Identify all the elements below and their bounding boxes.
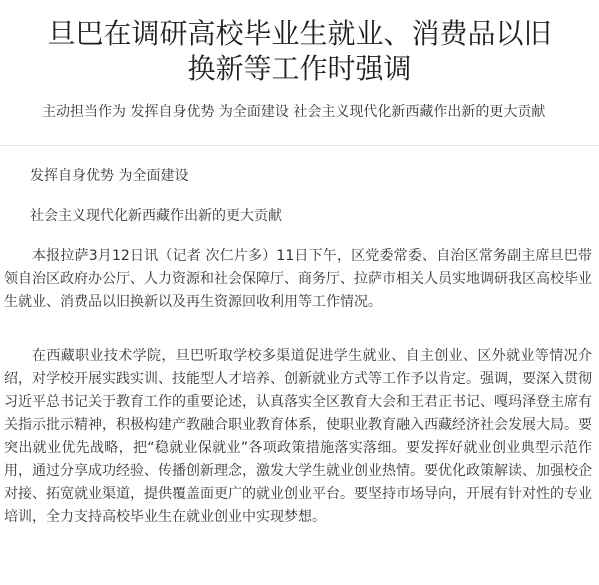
article-title-line-2: 换新等工作时强调 <box>187 52 412 85</box>
article-title <box>0 16 599 86</box>
headline-line-2: 社会主义现代化新西藏作出新的更大贡献 <box>30 208 282 224</box>
headline-line-1: 发挥自身优势 为全面建设 <box>30 168 189 184</box>
article-title-line-1: 旦巴在调研高校毕业生就业、消费品以旧 <box>47 17 552 50</box>
background-watermark <box>252 126 272 150</box>
article-paragraph-1: 本报拉萨3月12日讯（记者 次仁片多）11日下午，区党委常委、自治区常务副主席旦巴带领自治区政府办公厅、人力资源和社会保障厅、商务厅、拉萨市相关人员实地调研我区高校毕业生就业、消费品以旧换新以及再生资源回收利用等工作情况。 <box>4 248 592 310</box>
article-paragraph-2: 在西藏职业技术学院，旦巴听取学校多渠道促进学生就业、自主创业、区外就业等情况介绍，对学校开展实践实训、技能型人才培养、创新就业方式等工作予以肯定。强调，要深入贯彻习近平总书记关于教育工作的重要论述，认真落实全区教育大会和王君正书记、嘎玛泽登主席有关指示批示精神，积极构建产教融合职业教育体系，使职业教育融入西藏经济社会发展大局。要突出就业优先战略，把“稳就业保就业”各项政策措施落实落细。要发挥好就业创业典型示范作用，通过分享成功经验、传播创新理念，激发大学生就业创业热情。要优化政策解读、加强校企对接、拓宽就业渠道，提供覆盖面更广的就业创业平台。要坚持市场导向，开展有针对性的专业培训，全力支持高校毕业生在就业创业中实现梦想。 <box>4 348 592 525</box>
article-subtitle: 主动担当作为 发挥自身优势 为全面建设 社会主义现代化新西藏作出新的更大贡献 <box>42 104 546 120</box>
header-divider <box>0 145 599 146</box>
